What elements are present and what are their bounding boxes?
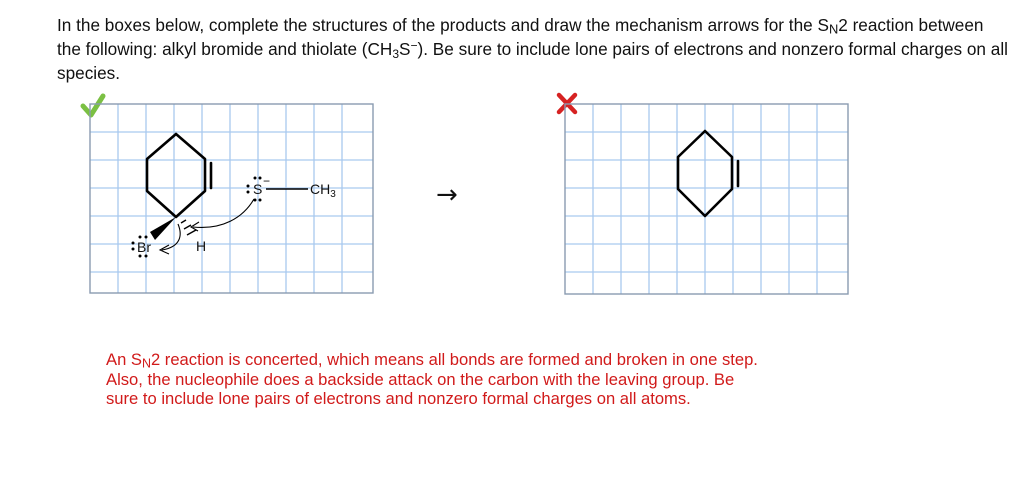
svg-text:S: S <box>253 181 263 197</box>
correct-check-icon <box>83 96 103 115</box>
feedback-message: An SN2 reaction is concerted, which means all bonds are formed and broken in one step. Also, the nucleophile does a backside attack on the carbon with the leaving group. Be sure to include lone pairs of electrons and nonzero formal charges on all atoms. <box>106 350 758 408</box>
cyclohexene-ring <box>678 131 738 216</box>
product-drawing-box[interactable] <box>555 92 855 302</box>
bromine-atom <box>132 236 152 258</box>
reaction-arrow: → <box>436 180 458 210</box>
stereo-bonds <box>150 217 196 240</box>
hydrogen-atom: H <box>196 238 207 254</box>
question-text: In the boxes below, complete the structures of the products and draw the mechanism arrows for the SN2 reaction between the following: alkyl bromide and thiolate $(CH_3S^-)$. Be sure to include lone pairs of electrons and nonzero formal charges on all species. <box>57 15 1008 83</box>
nucleophile-attack-arrow <box>191 199 254 231</box>
svg-text:−: − <box>263 174 271 188</box>
reactant-drawing-box[interactable] <box>80 96 380 302</box>
svg-text:Br: Br <box>137 239 151 255</box>
methyl-group: $CH_3$ <box>310 181 336 200</box>
